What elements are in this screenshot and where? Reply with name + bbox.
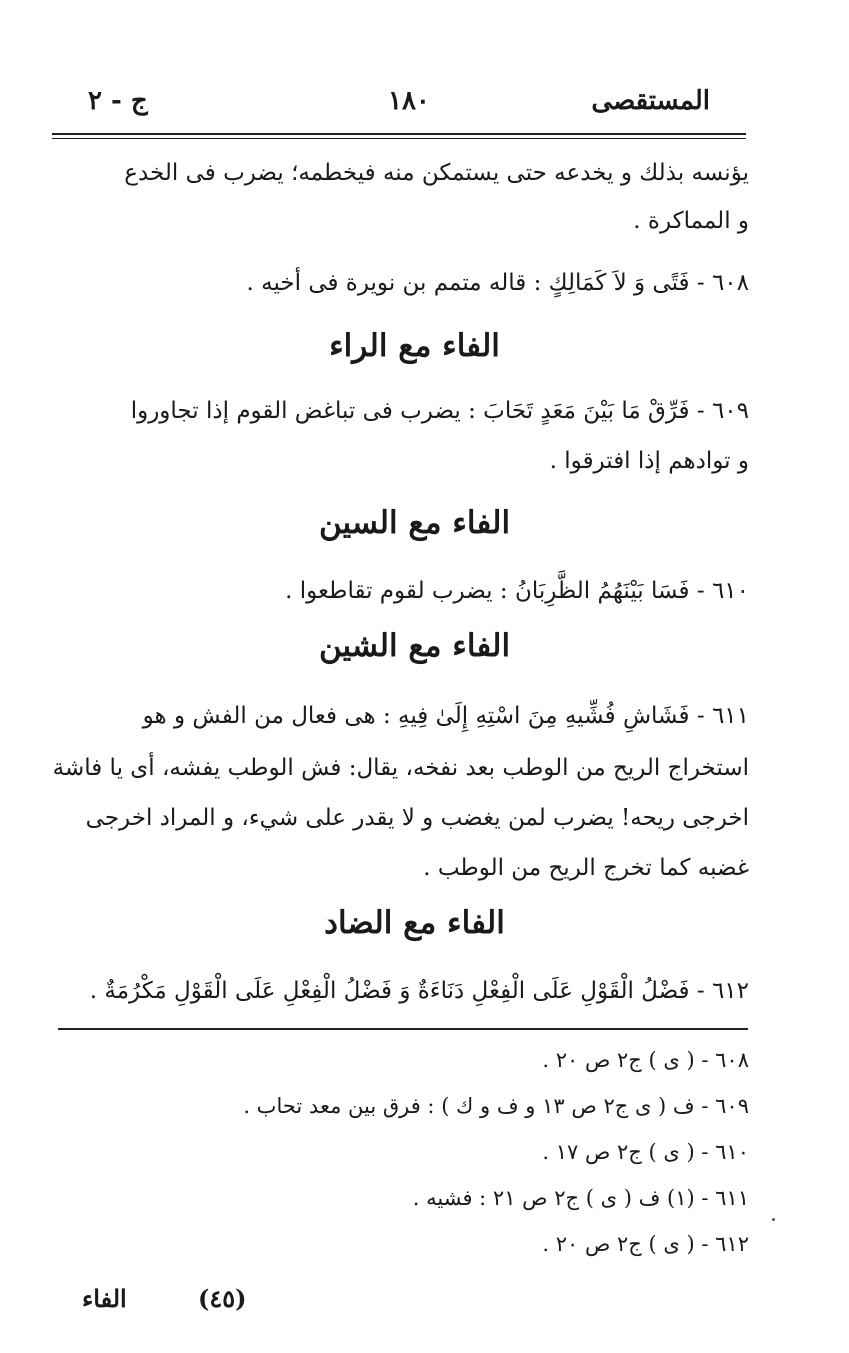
proverb-611-line-3: اخرجى ريحه! يضرب لمن يغضب و لا يقدر على شيء، و المراد اخرجى — [85, 805, 749, 831]
footer-section-label: الفاء — [82, 1284, 127, 1313]
proverb-609-line-1: ٦٠٩ - فَرِّقْ مَا بَيْنَ مَعَدٍ تَحَابَ : يضرب فى تباغض القوم إذا تجاوروا — [130, 398, 749, 424]
proverb-609-line-2: و توادهم إذا افترقوا . — [549, 448, 749, 474]
continued-text-line-2: و المماكرة . — [633, 208, 749, 234]
section-heading-ra: الفاء مع الراء — [329, 328, 500, 364]
footnote-610: ٦١٠ - ( ى ) ج٢ ص ١٧ . — [542, 1140, 749, 1164]
proverb-611-line-4: غضبه كما تخرج الريح من الوطب . — [423, 855, 749, 881]
header-rule-bottom — [52, 138, 746, 139]
proverb-611-line-2: استخراج الريح من الوطب بعد نفخه، يقال: فش الوطب يفشه، أى يا فاشة — [52, 755, 749, 781]
section-heading-shin: الفاء مع الشين — [318, 628, 511, 664]
continued-text-line-1: يؤنسه بذلك و يخدعه حتى يستمكن منه فيخطمه؛ يضرب فى الخدع — [124, 160, 749, 186]
book-title: المستقصى — [591, 86, 710, 116]
running-header — [58, 86, 748, 130]
page-number: ١٨٠ — [388, 86, 430, 116]
footnote-611: ٦١١ - (١) ف ( ى ) ج٢ ص ٢١ : فشيه . — [412, 1186, 749, 1210]
proverb-611-line-1: ٦١١ - فَشَاشِ فُشِّيهِ مِنَ اسْتِهِ إِلَىٰ فِيهِ : هى فعال من الفش و هو — [142, 703, 749, 729]
footnote-609: ٦٠٩ - ف ( ى ج٢ ص ١٣ و ف و ك ) : فرق بين معد تحاب . — [243, 1094, 749, 1118]
header-rule-top — [52, 133, 746, 135]
footnote-608: ٦٠٨ - ( ى ) ج٢ ص ٢٠ . — [542, 1048, 749, 1072]
signature-mark: (٤٥) — [198, 1284, 247, 1313]
proverb-610: ٦١٠ - فَسَا بَيْنَهُمُ الظَّرِبَانُ : يضرب لقوم تقاطعوا . — [285, 578, 749, 604]
proverb-612: ٦١٢ - فَضْلُ الْقَوْلِ عَلَى الْفِعْلِ دَنَاءَةٌ وَ فَضْلُ الْفِعْلِ عَلَى الْقَوْلِ مَكْرُمَةٌ . — [89, 978, 749, 1004]
volume-label: ج - ٢ — [88, 86, 148, 116]
section-heading-dad: الفاء مع الضاد — [324, 905, 505, 941]
footnote-separator — [58, 1028, 748, 1030]
section-heading-sin: الفاء مع السين — [318, 505, 511, 541]
proverb-608: ٦٠٨ - فَتًى وَ لاَ كَمَالِكٍ : قاله متمم بن نويرة فى أخيه . — [246, 270, 749, 296]
footnote-612: ٦١٢ - ( ى ) ج٢ ص ٢٠ . — [542, 1232, 749, 1256]
print-speck — [772, 1218, 775, 1221]
